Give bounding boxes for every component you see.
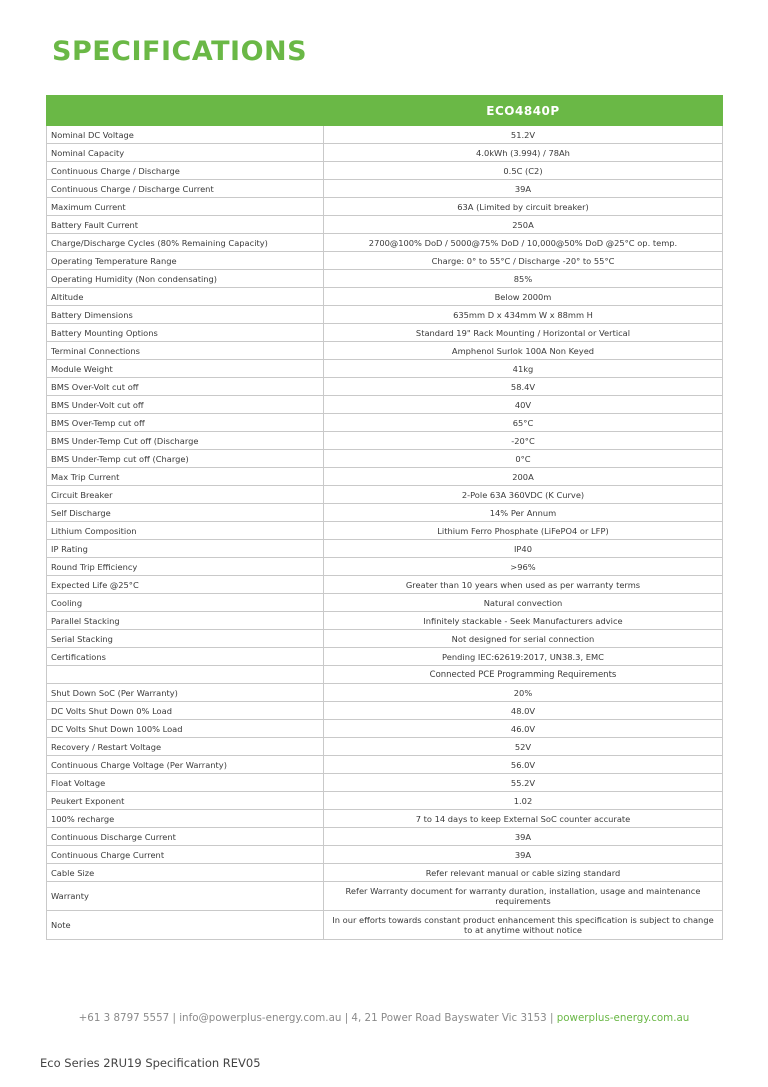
spec-value: Charge: 0° to 55°C / Discharge -20° to 55°C — [324, 252, 723, 270]
spec-label: Continuous Charge / Discharge Current — [47, 180, 324, 198]
spec-label: Nominal DC Voltage — [47, 126, 324, 144]
spec-value: 46.0V — [324, 720, 723, 738]
spec-value: 7 to 14 days to keep External SoC counter accurate — [324, 810, 723, 828]
spec-label: Operating Temperature Range — [47, 252, 324, 270]
spec-value: 48.0V — [324, 702, 723, 720]
table-row — [47, 576, 723, 594]
spec-value: Amphenol Surlok 100A Non Keyed — [324, 342, 723, 360]
spec-label: DC Volts Shut Down 0% Load — [47, 702, 324, 720]
spec-label: Continuous Charge Voltage (Per Warranty) — [47, 756, 324, 774]
spec-label: Serial Stacking — [47, 630, 324, 648]
spec-value: 2700@100% DoD / 5000@75% DoD / 10,000@50% DoD @25°C op. temp. — [324, 234, 723, 252]
spec-value: 63A (Limited by circuit breaker) — [324, 198, 723, 216]
spec-value: 0.5C (C2) — [324, 162, 723, 180]
spec-value: 200A — [324, 468, 723, 486]
table-row — [47, 126, 723, 144]
spec-value: 52V — [324, 738, 723, 756]
section-header-row — [47, 666, 723, 684]
table-row — [47, 288, 723, 306]
specifications-body — [47, 126, 723, 940]
spec-value: Not designed for serial connection — [324, 630, 723, 648]
table-row — [47, 720, 723, 738]
spec-value: 40V — [324, 396, 723, 414]
spec-label: Battery Mounting Options — [47, 324, 324, 342]
spec-label: Module Weight — [47, 360, 324, 378]
footer-contact-text: +61 3 8797 5557 | info@powerplus-energy.com.au | 4, 21 Power Road Bayswater Vic 3153 | — [78, 1012, 557, 1024]
table-row — [47, 306, 723, 324]
spec-label: Charge/Discharge Cycles (80% Remaining Capacity) — [47, 234, 324, 252]
spec-label: Continuous Charge Current — [47, 846, 324, 864]
spec-label: Float Voltage — [47, 774, 324, 792]
spec-label: Maximum Current — [47, 198, 324, 216]
spec-value: 85% — [324, 270, 723, 288]
spec-value: 58.4V — [324, 378, 723, 396]
spec-value: 65°C — [324, 414, 723, 432]
table-row — [47, 324, 723, 342]
table-row — [47, 702, 723, 720]
table-row — [47, 450, 723, 468]
table-header-row — [47, 96, 723, 126]
table-row — [47, 486, 723, 504]
table-row — [47, 911, 723, 940]
specifications-table — [46, 95, 723, 940]
spec-label: Certifications — [47, 648, 324, 666]
spec-value: 51.2V — [324, 126, 723, 144]
spec-label: BMS Under-Volt cut off — [47, 396, 324, 414]
spec-value: Lithium Ferro Phosphate (LiFePO4 or LFP) — [324, 522, 723, 540]
spec-value: 55.2V — [324, 774, 723, 792]
spec-value: >96% — [324, 558, 723, 576]
spec-value: Pending IEC:62619:2017, UN38.3, EMC — [324, 648, 723, 666]
spec-label: Note — [47, 911, 324, 940]
spec-label: Altitude — [47, 288, 324, 306]
table-row — [47, 648, 723, 666]
table-row — [47, 360, 723, 378]
spec-label: Battery Dimensions — [47, 306, 324, 324]
table-row — [47, 540, 723, 558]
spec-label: Operating Humidity (Non condensating) — [47, 270, 324, 288]
spec-label: Cooling — [47, 594, 324, 612]
document-revision-label: Eco Series 2RU19 Specification REV05 — [40, 1056, 261, 1070]
spec-value: 635mm D x 434mm W x 88mm H — [324, 306, 723, 324]
spec-label: Recovery / Restart Voltage — [47, 738, 324, 756]
table-row — [47, 216, 723, 234]
table-row — [47, 810, 723, 828]
spec-label: BMS Under-Temp Cut off (Discharge — [47, 432, 324, 450]
spec-label: Terminal Connections — [47, 342, 324, 360]
table-row — [47, 252, 723, 270]
table-row — [47, 738, 723, 756]
spec-value: Refer Warranty document for warranty duration, installation, usage and maintenance requirements — [324, 882, 723, 911]
spec-label: IP Rating — [47, 540, 324, 558]
table-row — [47, 684, 723, 702]
table-row — [47, 396, 723, 414]
spec-label: Circuit Breaker — [47, 486, 324, 504]
spec-label: Battery Fault Current — [47, 216, 324, 234]
spec-label: Round Trip Efficiency — [47, 558, 324, 576]
spec-value: 4.0kWh (3.994) / 78Ah — [324, 144, 723, 162]
spec-value: -20°C — [324, 432, 723, 450]
table-row — [47, 612, 723, 630]
table-row — [47, 774, 723, 792]
spec-label: 100% recharge — [47, 810, 324, 828]
table-row — [47, 198, 723, 216]
spec-label: Warranty — [47, 882, 324, 911]
spec-label: Self Discharge — [47, 504, 324, 522]
spec-value: 14% Per Annum — [324, 504, 723, 522]
header-blank-cell — [47, 96, 324, 126]
spec-value: 2-Pole 63A 360VDC (K Curve) — [324, 486, 723, 504]
table-row — [47, 270, 723, 288]
spec-value: 250A — [324, 216, 723, 234]
table-row — [47, 162, 723, 180]
spec-label: BMS Over-Volt cut off — [47, 378, 324, 396]
table-row — [47, 414, 723, 432]
table-row — [47, 342, 723, 360]
spec-value: Below 2000m — [324, 288, 723, 306]
spec-label: Expected Life @25°C — [47, 576, 324, 594]
table-row — [47, 630, 723, 648]
spec-value: Standard 19" Rack Mounting / Horizontal or Vertical — [324, 324, 723, 342]
spec-value: Natural convection — [324, 594, 723, 612]
section-header-blank — [47, 666, 324, 684]
table-row — [47, 594, 723, 612]
page-title: SPECIFICATIONS — [52, 36, 308, 67]
spec-value: IP40 — [324, 540, 723, 558]
spec-value: 39A — [324, 180, 723, 198]
footer-contact — [0, 1012, 768, 1024]
spec-value: 56.0V — [324, 756, 723, 774]
spec-value: 39A — [324, 828, 723, 846]
footer-website-link[interactable]: powerplus-energy.com.au — [556, 1012, 690, 1024]
spec-label: BMS Over-Temp cut off — [47, 414, 324, 432]
table-row — [47, 522, 723, 540]
spec-value: Infinitely stackable - Seek Manufacturers advice — [324, 612, 723, 630]
spec-label: Continuous Charge / Discharge — [47, 162, 324, 180]
spec-value: 1.02 — [324, 792, 723, 810]
spec-value: 39A — [324, 846, 723, 864]
model-name: ECO4840P — [324, 96, 723, 126]
spec-label: Lithium Composition — [47, 522, 324, 540]
spec-label: Nominal Capacity — [47, 144, 324, 162]
table-row — [47, 234, 723, 252]
section-header-title: Connected PCE Programming Requirements — [324, 666, 723, 684]
spec-label: BMS Under-Temp cut off (Charge) — [47, 450, 324, 468]
spec-value: Greater than 10 years when used as per warranty terms — [324, 576, 723, 594]
spec-value: 41kg — [324, 360, 723, 378]
spec-label: Parallel Stacking — [47, 612, 324, 630]
spec-label: Cable Size — [47, 864, 324, 882]
spec-value: Refer relevant manual or cable sizing standard — [324, 864, 723, 882]
table-row — [47, 432, 723, 450]
table-row — [47, 828, 723, 846]
spec-label: DC Volts Shut Down 100% Load — [47, 720, 324, 738]
spec-label: Max Trip Current — [47, 468, 324, 486]
spec-label: Peukert Exponent — [47, 792, 324, 810]
table-row — [47, 792, 723, 810]
spec-value: In our efforts towards constant product enhancement this specification is subject to change to at anytime without notice — [324, 911, 723, 940]
table-row — [47, 378, 723, 396]
spec-value: 0°C — [324, 450, 723, 468]
table-row — [47, 180, 723, 198]
table-row — [47, 144, 723, 162]
spec-value: 20% — [324, 684, 723, 702]
table-row — [47, 468, 723, 486]
table-row — [47, 882, 723, 911]
spec-label: Shut Down SoC (Per Warranty) — [47, 684, 324, 702]
spec-label: Continuous Discharge Current — [47, 828, 324, 846]
table-row — [47, 846, 723, 864]
table-row — [47, 864, 723, 882]
table-row — [47, 558, 723, 576]
table-row — [47, 504, 723, 522]
table-row — [47, 756, 723, 774]
